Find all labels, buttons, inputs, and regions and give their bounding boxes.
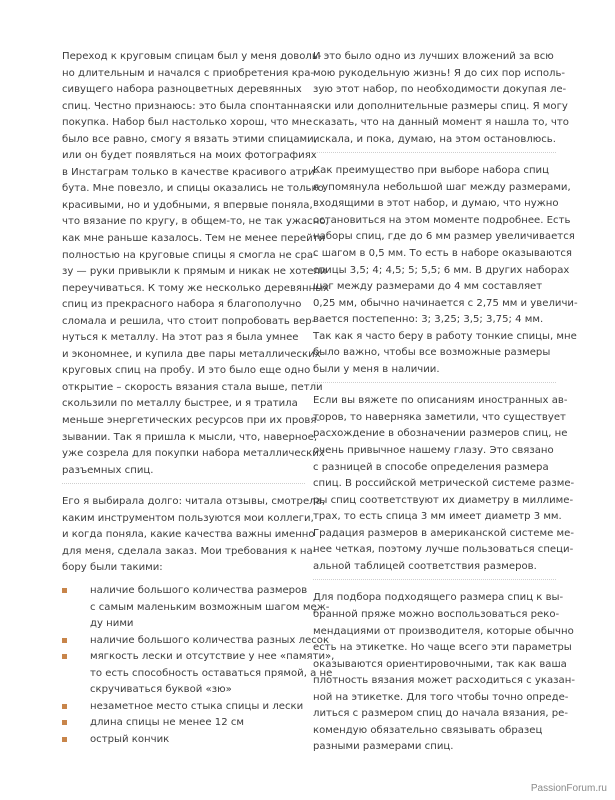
text-line: наборы спиц, где до 6 мм размер увеличивается — [313, 231, 575, 243]
text-line: и экономнее, и купила две пары металлических — [62, 348, 321, 360]
text-line: незаметное место стыка спицы и лески — [90, 700, 304, 712]
text-line: было важно, чтобы все возможные размеры — [313, 347, 551, 359]
text-line: и когда поняла, какие качества важны именно — [62, 529, 315, 541]
paragraph-requirements — [62, 494, 326, 577]
text-line: длина спицы не менее 12 см — [90, 717, 245, 729]
text-line: разъемных спиц. — [62, 464, 154, 476]
paragraph-divider — [313, 382, 556, 383]
text-line: я упомянула небольшой шаг между размерами, — [313, 181, 571, 193]
text-line: то есть способность оставаться прямой, а не — [90, 667, 333, 679]
paragraph-size-step — [313, 163, 578, 378]
text-line: бранной пряже можно воспользоваться реко- — [313, 608, 560, 620]
text-line: скручиваться буквой «зю» — [90, 684, 232, 696]
text-line: мягкость лески и отсутствие у нее «памяти», — [90, 651, 335, 663]
text-line: Переход к круговым спицам был у меня доволь- — [62, 51, 322, 62]
list-item — [62, 583, 330, 633]
right-column — [313, 49, 578, 756]
list-item — [62, 633, 330, 650]
bullet-square-icon — [62, 720, 67, 725]
text-line: наличие большого количества разных лесок — [90, 634, 330, 646]
text-line: очень привычное нашему глазу. Это связано — [313, 445, 554, 457]
text-line: для меня, сделала заказ. Мои требования к на- — [62, 545, 317, 557]
bullet-square-icon — [62, 737, 67, 742]
text-line: спицы 3,5; 4; 4,5; 5; 5,5; 6 мм. В других наборах — [313, 264, 570, 276]
text-line: плотность вязания может расходиться с указан- — [313, 675, 575, 687]
text-line: сказать, что на данный момент я нашла то, что — [313, 117, 569, 129]
text-line: уже созрела для покупки набора металлических — [62, 448, 325, 460]
text-line: круговых спиц на пробу. И это было еще одно — [62, 365, 311, 377]
paragraph-size-systems — [313, 393, 575, 575]
text-line: переучиваться. К тому же несколько деревянных — [62, 282, 330, 294]
text-line: остановиться на этом моменте подробнее. Есть — [313, 214, 571, 226]
bullet-square-icon — [62, 638, 67, 643]
paragraph-divider — [313, 152, 556, 153]
paragraph-gauge-swatch — [313, 590, 575, 755]
list-item — [62, 732, 305, 749]
text-line: Если вы вяжете по описаниям иностранных ав- — [313, 395, 568, 407]
text-line: нее четкая, поэтому лучше пользоваться специ- — [313, 544, 574, 556]
text-line: мою рукодельную жизнь! Я до сих пор исполь- — [313, 67, 566, 79]
bullet-square-icon — [62, 704, 67, 709]
text-line: острый кончик — [90, 733, 170, 745]
text-line: спиц. Честно признаюсь: это была спонтанная — [62, 100, 313, 112]
list-item — [62, 699, 305, 716]
text-line: Для подбора подходящего размера спиц к вы- — [313, 592, 564, 604]
text-line: ной на этикетке. Для того чтобы точно опреде- — [313, 691, 569, 703]
text-line: литься с размером спиц до начала вязания, ре- — [313, 708, 569, 720]
text-line: Как преимущество при выборе набора спиц — [313, 165, 549, 177]
text-line: 0,25 мм, обычно начинается с 2,75 мм и увеличи- — [313, 297, 578, 309]
bullet-square-icon — [62, 654, 67, 659]
paragraph-investment — [313, 49, 569, 148]
text-line: трах, то есть спица 3 мм имеет диаметр 3 мм. — [313, 511, 562, 523]
requirements-list — [62, 583, 335, 748]
text-line: с шагом в 0,5 мм. То есть в наборе оказываются — [313, 248, 572, 260]
text-line: мендациями от производителя, которые обычно — [313, 625, 574, 637]
text-line: покупка. Набор был настолько хорош, что мне — [62, 117, 313, 129]
text-line: открытие – скорость вязания стала выше, петли — [62, 381, 323, 393]
text-line: зывании. Так я пришла к мысли, что, наверное, — [62, 431, 318, 443]
text-line: Так как я часто беру в работу тонкие спицы, мне — [313, 330, 577, 342]
text-line: ски или дополнительные размеры спиц. Я могу — [313, 100, 568, 112]
text-line: расхождение в обозначении размеров спиц, не — [313, 428, 568, 440]
text-line: или он будет появляться на моих фотографиях — [62, 150, 317, 162]
text-line: с разницей в способе определения размера — [313, 461, 549, 473]
text-line: полностью на круговые спицы я смогла не сра- — [62, 249, 317, 261]
bullet-square-icon — [62, 588, 67, 593]
text-line: И это было одно из лучших вложений за всю — [313, 51, 554, 62]
text-line: шаг между размерами до 4 мм составляет — [313, 281, 543, 293]
paragraph-divider — [313, 579, 556, 580]
text-line: альной таблицей соответствия размеров. — [313, 560, 537, 572]
text-line: было все равно, смогу я вязать этими спицами, — [62, 133, 317, 145]
text-line: красивыми, но и удобными, я впервые поняла, — [62, 199, 313, 211]
paragraph-intro — [62, 49, 330, 479]
watermark: PassionForum.ru — [530, 783, 607, 794]
text-line: разными размерами спиц. — [313, 741, 454, 753]
text-line: комендую обязательно связывать образец — [313, 724, 543, 736]
text-line: торов, то наверняка заметили, что существует — [313, 411, 566, 423]
text-line: были у меня в наличии. — [313, 363, 440, 375]
text-line: зую этот набор, по необходимости докупая ле- — [313, 84, 567, 96]
text-line: но длительным и начался с приобретения кра- — [62, 67, 315, 79]
text-line: наличие большого количества размеров — [90, 584, 308, 596]
text-line: искала, и пока, думаю, на этом остановлюсь. — [313, 133, 556, 145]
text-line: Градация размеров в американской системе ме- — [313, 527, 575, 539]
text-line: нуться к металлу. На этот раз я была умнее — [62, 332, 299, 344]
text-line: скользили по металлу быстрее, и я тратила — [62, 398, 298, 410]
text-line: спиц. В российской метрической системе разме- — [313, 478, 575, 490]
list-item — [62, 715, 305, 732]
text-line: как мне раньше казалось. Тем не менее перейти — [62, 233, 326, 245]
text-line: сломала и решила, что стоит попробовать вер- — [62, 315, 316, 327]
text-line: что вязание по кругу, в общем-то, не так ужасно, — [62, 216, 329, 228]
text-line: бута. Мне повезло, и спицы оказались не только — [62, 183, 324, 195]
left-column — [62, 49, 335, 748]
paragraph-divider — [62, 483, 305, 484]
text-line: бору были такими: — [62, 562, 163, 574]
list-item — [62, 649, 335, 699]
text-line: вается постепенно: 3; 3,25; 3,5; 3,75; 4 мм. — [313, 314, 544, 326]
text-line: ры спиц соответствуют их диаметру в миллиме- — [313, 494, 574, 506]
text-line: меньше энергетических ресурсов при их провя- — [62, 415, 321, 427]
text-line: оказываются ориентировочными, так как ваша — [313, 658, 567, 670]
text-line: в Инстаграм только в качестве красивого атри- — [62, 166, 319, 178]
text-line: зу — руки привыкли к прямым и никак не хотели — [62, 266, 327, 278]
text-line: Его я выбирала долго: читала отзывы, смотрела, — [62, 496, 326, 508]
text-line: каким инструментом пользуются мои коллеги, — [62, 512, 314, 524]
text-line: входящими в этот набор, и думаю, что нужно — [313, 198, 559, 210]
text-line: ду ними — [90, 618, 134, 630]
text-line: есть на этикетке. Но чаще всего эти параметры — [313, 642, 572, 654]
text-line: сивущего набора разноцветных деревянных — [62, 84, 302, 96]
text-line: спиц из прекрасного набора я благополучно — [62, 299, 302, 311]
text-line: с самым маленьким возможным шагом меж- — [90, 601, 330, 613]
